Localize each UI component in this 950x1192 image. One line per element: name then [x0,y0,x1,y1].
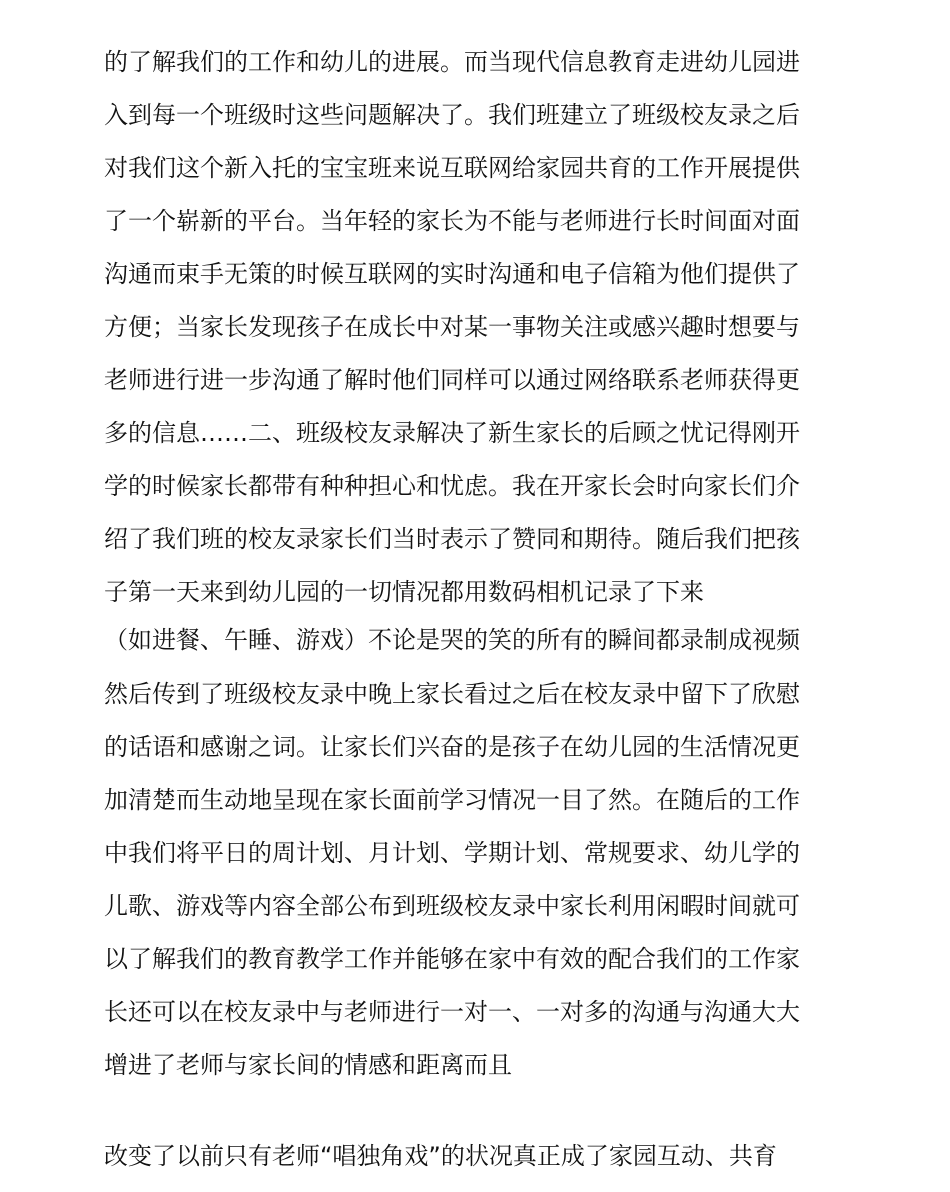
text-line: 增进了老师与家长间的情感和距离而且 [104,1051,512,1079]
text-line: 对我们这个新入托的宝宝班来说互联网给家园共育的工作开展提供 [104,154,800,182]
text-line: 学的时候家长都带有种种担心和忧虑。我在开家长会时向家长们介 [104,472,800,500]
text-line: 中我们将平日的周计划、月计划、学期计划、常规要求、幼儿学的 [104,839,800,867]
text-line: 儿歌、游戏等内容全部公布到班级校友录中家长利用闲暇时间就可 [104,892,800,920]
text-line: 然后传到了班级校友录中晚上家长看过之后在校友录中留下了欣慰 [104,680,800,708]
text-line: （如进餐、午睡、游戏）不论是哭的笑的所有的瞬间都录制成视频 [104,626,800,654]
text-line: 入到每一个班级时这些问题解决了。我们班建立了班级校友录之后 [104,101,800,129]
text-line: 子第一天来到幼儿园的一切情况都用数码相机记录了下来 [104,578,704,606]
text-line: 长还可以在校友录中与老师进行一对一、一对多的沟通与沟通大大 [104,998,800,1026]
text-line: 沟通而束手无策的时候互联网的实时沟通和电子信箱为他们提供了 [104,260,800,288]
text-line: 多的信息……二、班级校友录解决了新生家长的后顾之忧记得刚开 [104,419,800,447]
text-line: 方便；当家长发现孩子在成长中对某一事物关注或感兴趣时想要与 [104,313,800,341]
text-line: 老师进行进一步沟通了解时他们同样可以通过网络联系老师获得更 [104,366,800,394]
text-line: 了一个崭新的平台。当年轻的家长为不能与老师进行长时间面对面 [104,207,800,235]
text-line: 的话语和感谢之词。让家长们兴奋的是孩子在幼儿园的生活情况更 [104,733,800,761]
text-line: 改变了以前只有老师“唱独角戏”的状况真正成了家园互动、共育 [104,1142,777,1170]
text-line: 加清楚而生动地呈现在家长面前学习情况一目了然。在随后的工作 [104,786,800,814]
text-line: 绍了我们班的校友录家长们当时表示了赞同和期待。随后我们把孩 [104,525,800,553]
text-line: 的了解我们的工作和幼儿的进展。而当现代信息教育走进幼儿园进 [104,48,800,76]
text-line: 以了解我们的教育教学工作并能够在家中有效的配合我们的工作家 [104,945,800,973]
